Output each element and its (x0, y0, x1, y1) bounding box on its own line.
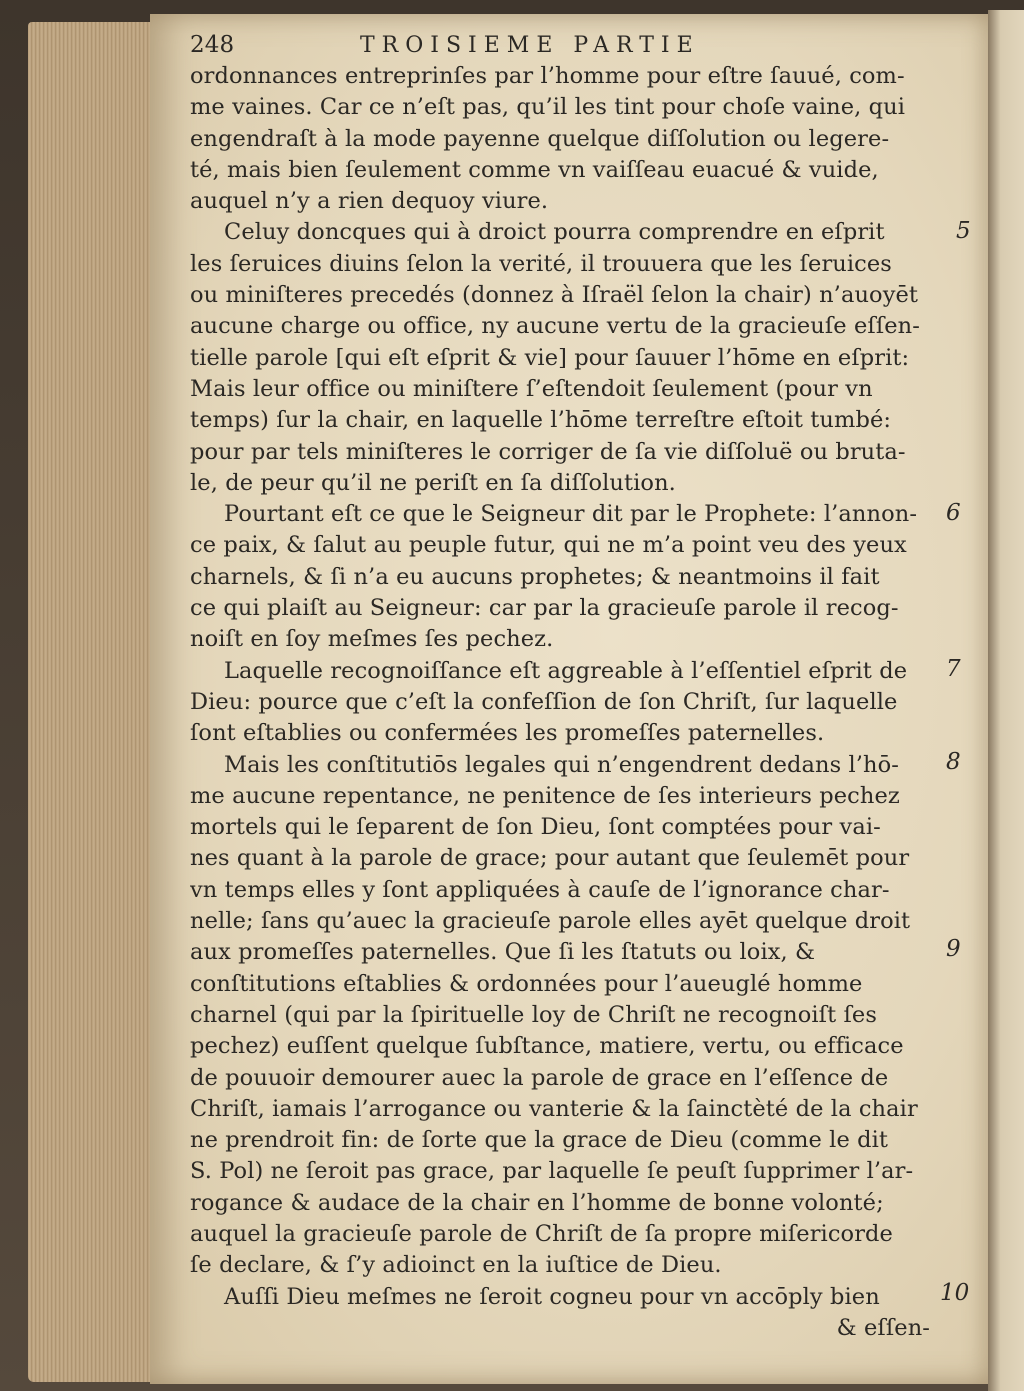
text-line: ſont eſtablies ou confermées les promeſſes paternelles. (190, 720, 825, 747)
text-line: auquel la gracieuſe parole de Chriſt de ſa propre miſericorde (190, 1220, 893, 1247)
text-line: conſtitutions eſtablies & ordonnées pour l’aueuglé homme (190, 970, 863, 997)
text-line: mortels qui le ſeparent de ſon Dieu, ſont comptées pour vai- (190, 814, 881, 841)
text-line: pour par tels miniſteres le corriger de ſa vie diſſoluë ou bruta- (190, 438, 906, 465)
text-line: S. Pol) ne ſeroit pas grace, par laquelle ſe peuſt ſupprimer l’ar- (190, 1158, 914, 1185)
verse-number: 6 (946, 500, 961, 526)
text-line: Celuy doncques qui à droict pourra comprendre en eſprit (224, 219, 885, 246)
text-line: ce paix, & ſalut au peuple futur, qui ne m’a point veu des yeux (190, 532, 907, 559)
text-line: me vaines. Car ce n’eſt pas, qu’il les tint pour choſe vaine, qui (190, 94, 906, 121)
verse-number: 10 (940, 1280, 970, 1306)
text-line: ſe declare, & ſ’y adioinct en la iuſtice de Dieu. (190, 1252, 722, 1279)
text-line: ou miniſteres precedés (donnez à Iſraël ſelon la chair) n’auoyēt (190, 282, 919, 309)
text-line: les ſeruices diuins ſelon la verité, il trouuera que les ſeruices (190, 250, 892, 277)
text-line: Dieu: pource que c’eſt la confeſſion de ſon Chriſt, ſur laquelle (190, 688, 898, 715)
text-line: aucune charge ou office, ny aucune vertu de la gracieuſe eſſen- (190, 313, 920, 340)
text-line: ne prendroit fin: de ſorte que la grace de Dieu (comme le dit (190, 1127, 889, 1154)
verse-number: 5 (956, 218, 971, 244)
text-line: Laquelle recognoiſſance eſt aggreable à l’eſſentiel eſprit de (224, 657, 908, 684)
text-line: nelle; ſans qu’auec la gracieuſe parole elles ayēt quelque droit (190, 908, 911, 935)
text-line: temps) ſur la chair, en laquelle l’hōme terreſtre eſtoit tumbé: (190, 407, 892, 434)
text-line: noiſt en ſoy meſmes ſes pechez. (190, 626, 554, 653)
verse-number: 8 (946, 749, 961, 775)
text-line: rogance & audace de la chair en l’homme de bonne volonté; (190, 1189, 884, 1216)
verse-number: 9 (946, 936, 961, 962)
page-number: 248 (190, 32, 235, 58)
text-line: ordonnances entreprinſes par l’homme pour eſtre ſauué, com- (190, 63, 905, 89)
text-line: charnel (qui par la ſpirituelle loy de Chriſt ne recognoiſt ſes (190, 1001, 877, 1028)
text-line: auquel n’y a rien dequoy viure. (190, 188, 549, 215)
text-line: Pourtant eſt ce que le Seigneur dit par le Prophete: l’annon- (224, 501, 918, 528)
text-line: Mais les conſtitutiōs legales qui n’engendrent dedans l’hō- (224, 751, 899, 778)
text-line: pechez) euſſent quelque ſubſtance, matiere, vertu, ou efficace (190, 1033, 904, 1060)
facing-page-strip (988, 10, 1024, 1391)
text-line: engendraſt à la mode payenne quelque diſſolution ou legere- (190, 125, 890, 152)
text-line: nes quant à la parole de grace; pour autant que ſeulemēt pour (190, 845, 910, 872)
running-head (190, 30, 940, 61)
text-line: Mais leur office ou miniſtere ſ’eſtendoit ſeulement (pour vn (190, 375, 873, 402)
text-line: me aucune repentance, ne penitence de ſes interieurs pechez (190, 782, 900, 809)
text-line: Chriſt, iamais l’arrogance ou vanterie & la ſainctèté de la chair (190, 1095, 918, 1122)
text-line: té, mais bien ſeulement comme vn vaiſſeau euacué & vuide, (190, 156, 879, 183)
text-line: ce qui plaiſt au Seigneur: car par la gracieuſe parole il recog- (190, 595, 899, 622)
text-line: tielle parole [qui eſt eſprit & vie] pour ſauuer l’hōme en eſprit: (190, 344, 910, 371)
text-line: le, de peur qu’il ne periſt en ſa diſſolution. (190, 469, 676, 496)
text-line: vn temps elles y ſont appliquées à cauſe de l’ignorance char- (190, 876, 890, 903)
text-line: Auſſi Dieu meſmes ne ſeroit cogneu pour vn accōply bien (224, 1283, 880, 1310)
text-line: de pouuoir demourer auec la parole de grace en l’eſſence de (190, 1064, 889, 1091)
section-title: TROISIEME PARTIE (360, 33, 700, 58)
catchword: & eſſen- (836, 1314, 930, 1341)
verse-number: 7 (946, 656, 961, 682)
page-text (190, 30, 940, 1344)
text-line: aux promeſſes paternelles. Que ſi les ſtatuts ou loix, & (190, 939, 816, 966)
text-line: charnels, & ſi n’a eu aucuns prophetes; & neantmoins il fait (190, 563, 880, 590)
